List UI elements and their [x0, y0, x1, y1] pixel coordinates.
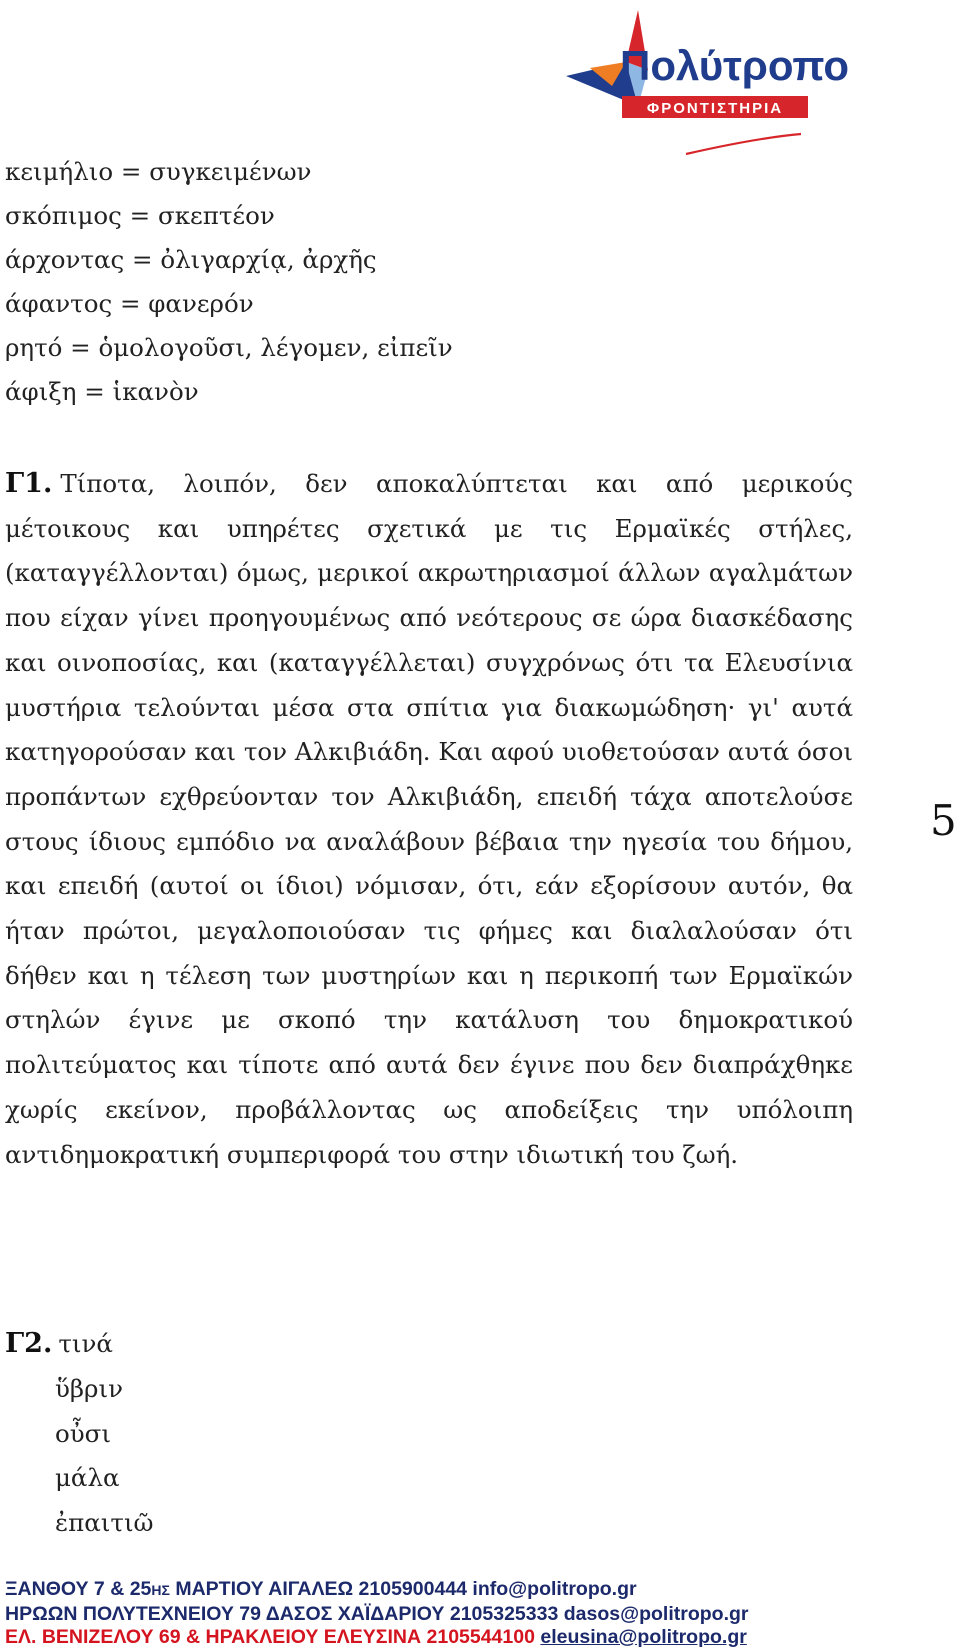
- page-number: 5: [930, 796, 957, 845]
- logo-graphic: [566, 6, 866, 161]
- g2-word: μάλα: [55, 1463, 120, 1493]
- g1-text: Τίποτα, λοιπόν, δεν αποκαλύπτεται και από μερικούς μέτοικους και υπηρέτες σχετικά με τις Ερμαϊκές στήλες, (καταγγέλλονται) όμως, μερικοί ακρωτηριασμοί άλλων αγαλμάτων που είχαν γίνει προηγουμένως από νεότερους σε ώρα διασκέδασης και οινοποσίας, και (καταγγέλλεται) συγχρόνως ότι τα Ελευσίνια μυστήρια τελούνται μέσα στα σπίτια για διακωμώδηση· γι' αυτά κατηγορούσαν και τον Αλκιβιάδη. Και αφού υιοθετούσαν αυτά όσοι προπάντων εχθρεύονταν τον Αλκιβιάδη, επειδή τάχα αποτελούσε στους ίδιους εμπόδιο να αναλάβουν βέβαια την ηγεσία του δήμου, και επειδή (αυτοί οι ίδιοι) νόμισαν, ότι, εάν εξορίσουν αυτόν, θα ήταν πρώτοι, μεγαλοποιούσαν τις φήμες και διαλαλούσαν ότι δήθεν και η τέλεση των μυστηρίων και η περικοπή των Ερμαϊκών στηλών έγινε με σκοπό την κατάλυση του δημοκρατικού πολιτεύματος και τίποτε από αυτά δεν έγινε που δεν διαπράχθηκε χωρίς εκείνον, προβάλλοντας ως αποδείξεις την υπόλοιπη αντιδημοκρατική συμπεριφορά του στην ιδιωτική του ζωή.: [5, 469, 853, 1169]
- footer-line1-suffix: ΗΣ: [151, 1582, 170, 1598]
- footer-line3-text: ΕΛ. ΒΕΝΙΖΕΛΟΥ 69 & ΗΡΑΚΛΕΙΟΥ ΕΛΕΥΣΙΝΑ 2105544100: [5, 1626, 541, 1648]
- footer-address-eleusina: [5, 1626, 749, 1650]
- g1-label: Γ1.: [5, 468, 53, 499]
- vocab-item: κειμήλιο = συγκειμένων: [5, 157, 312, 186]
- logo-swoosh: [686, 134, 801, 154]
- footer-line1-rest: ΜΑΡΤΙΟΥ ΑΙΓΑΛΕΩ 2105900444 info@politropo.gr: [169, 1578, 637, 1600]
- politropo-logo: [566, 6, 866, 161]
- logo-brand-text: Πολύτροπο: [620, 42, 850, 89]
- g2-word: τινά: [58, 1329, 113, 1358]
- footer-email-link[interactable]: eleusina@politropo.gr: [540, 1626, 747, 1648]
- vocab-item: άρχοντας = ὀλιγαρχίᾳ, ἀρχῆς: [5, 245, 377, 274]
- g2-answer: [5, 1322, 154, 1546]
- g1-answer: [5, 462, 853, 1177]
- logo-tagline: ΦΡΟΝΤΙΣΤΗΡΙΑ: [646, 100, 784, 117]
- g2-word-list: [5, 1367, 154, 1546]
- footer-address-dasos: ΗΡΩΩΝ ΠΟΛΥΤΕΧΝΕΙΟΥ 79 ΔΑΣΟΣ ΧΑΪΔΑΡΙΟΥ 2105325333 dasos@politropo.gr: [5, 1602, 749, 1625]
- vocab-item: άφιξη = ἱκανὸν: [5, 377, 199, 406]
- g2-word: ὕβριν: [55, 1373, 123, 1403]
- vocabulary-list: [5, 150, 453, 414]
- footer-line1-part: ΞΑΝΘΟΥ 7 & 25: [5, 1578, 152, 1600]
- g2-word: οὖσι: [55, 1418, 111, 1448]
- vocab-item: σκόπιμος = σκεπτέον: [5, 201, 275, 230]
- footer-addresses: [5, 1578, 749, 1650]
- footer-address-aigaleo: [5, 1578, 749, 1603]
- vocab-item: άφαντος = φανερόν: [5, 289, 254, 318]
- g2-label: Γ2.: [5, 1328, 53, 1359]
- g2-word: ἐπαιτιῶ: [55, 1508, 154, 1538]
- vocab-item: ρητό = ὁμολογοῦσι, λέγομεν, εἰπεῖν: [5, 333, 453, 362]
